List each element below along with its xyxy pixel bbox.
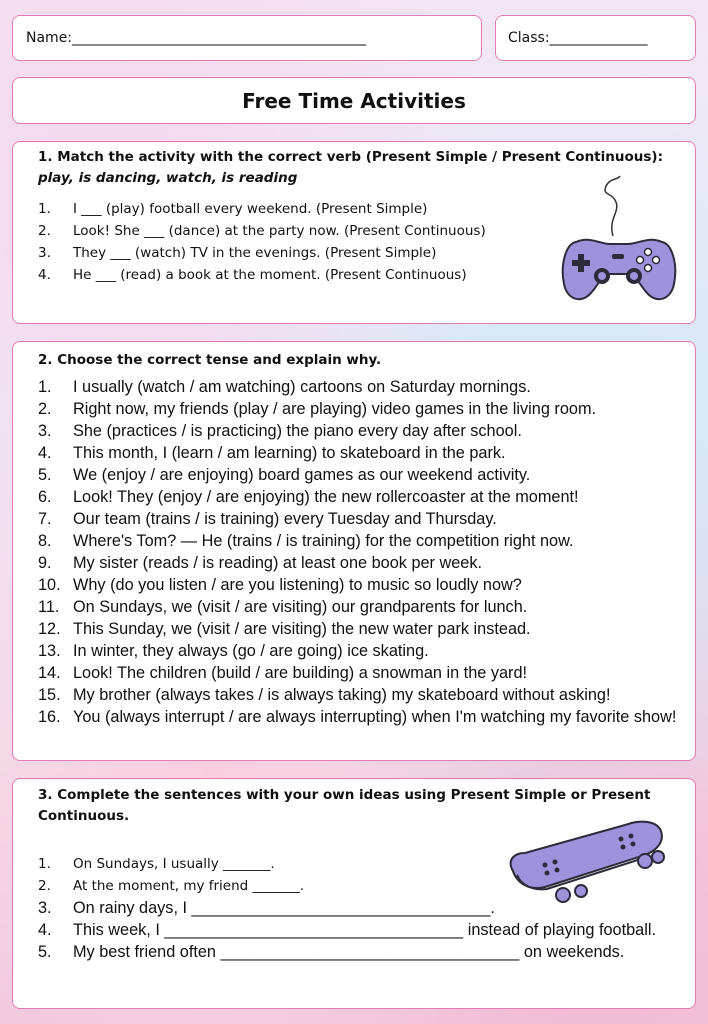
item-text: My brother (always takes / is always taking) my skateboard without asking!: [73, 686, 611, 704]
list-item: [38, 264, 486, 286]
title-box: [12, 77, 696, 124]
item-text: At the moment, my friend _______.: [73, 878, 305, 894]
exercise-3: [12, 778, 696, 1009]
item-text: On Sundays, we (visit / are visiting) our grandparents for lunch.: [73, 598, 528, 616]
item-number: 11.: [38, 598, 60, 616]
list-item: [38, 530, 688, 552]
item-number: 3.: [38, 245, 51, 261]
item-text: He ___ (read) a book at the moment. (Present Continuous): [73, 267, 467, 283]
item-number: 6.: [38, 488, 52, 506]
item-text: This Sunday, we (visit / are visiting) the new water park instead.: [73, 620, 531, 638]
item-number: 12.: [38, 620, 61, 638]
item-text: They ___ (watch) TV in the evenings. (Present Simple): [73, 245, 437, 261]
list-item: [38, 919, 678, 941]
item-number: 5.: [38, 466, 52, 484]
list-item: [38, 596, 688, 618]
name-field-box: [12, 15, 482, 61]
exercise-1: [12, 141, 696, 324]
exercise-3-heading: 3. Complete the sentences with your own ideas using Present Simple or Present Continuous.: [38, 787, 651, 824]
item-number: 5.: [38, 943, 52, 961]
list-item: [38, 464, 688, 486]
item-text: Right now, my friends (play / are playing) video games in the living room.: [73, 400, 597, 418]
item-number: 16.: [38, 708, 61, 726]
list-item: [38, 662, 688, 684]
item-number: 15.: [38, 686, 61, 704]
item-text: This month, I (learn / am learning) to skateboard in the park.: [73, 444, 506, 462]
list-item: [38, 242, 486, 264]
list-item: [38, 420, 688, 442]
name-field[interactable]: Name:__________________________________________: [26, 30, 367, 46]
list-item: [38, 220, 486, 242]
list-item: [38, 552, 688, 574]
item-text: Our team (trains / is training) every Tuesday and Thursday.: [73, 510, 497, 528]
item-number: 13.: [38, 642, 61, 660]
list-item: [38, 618, 688, 640]
item-text: You (always interrupt / are always interrupting) when I'm watching my favorite show!: [73, 708, 677, 726]
item-text: Look! She ___ (dance) at the party now. (Present Continuous): [73, 223, 486, 239]
item-number: 4.: [38, 921, 52, 939]
item-text: I ___ (play) football every weekend. (Present Simple): [73, 201, 428, 217]
item-number: 9.: [38, 554, 52, 572]
item-text: We (enjoy / are enjoying) board games as our weekend activity.: [73, 466, 531, 484]
item-number: 3.: [38, 899, 52, 917]
list-item: [38, 486, 688, 508]
item-text: On rainy days, I _________________________________.: [73, 899, 495, 917]
exercise-2: [12, 341, 696, 761]
item-number: 1.: [38, 201, 51, 217]
item-text: She (practices / is practicing) the piano every day after school.: [73, 422, 522, 440]
item-text: Look! They (enjoy / are enjoying) the new rollercoaster at the moment!: [73, 488, 579, 506]
list-item: [38, 442, 688, 464]
item-number: 1.: [38, 856, 51, 872]
exercise-1-instruction: 1. Match the activity with the correct verb (Present Simple / Present Continuous):: [38, 149, 663, 165]
exercise-1-verbs: play, is dancing, watch, is reading: [38, 170, 298, 186]
class-field-box: [495, 15, 696, 61]
item-number: 1.: [38, 378, 52, 396]
item-number: 7.: [38, 510, 52, 528]
list-item: [38, 508, 688, 530]
item-number: 4.: [38, 444, 52, 462]
class-field[interactable]: Class:______________: [508, 30, 648, 46]
item-number: 3.: [38, 422, 52, 440]
item-text: Why (do you listen / are you listening) to music so loudly now?: [73, 576, 522, 594]
exercise-2-list: [38, 376, 688, 728]
item-text: On Sundays, I usually _______.: [73, 856, 275, 872]
item-number: 2.: [38, 223, 51, 239]
item-number: 8.: [38, 532, 52, 550]
item-number: 10.: [38, 576, 61, 594]
exercise-2-heading: 2. Choose the correct tense and explain why.: [38, 352, 382, 368]
list-item: [38, 941, 678, 963]
list-item: [38, 198, 486, 220]
item-text: Look! The children (build / are building) a snowman in the yard!: [73, 664, 528, 682]
item-text: Where's Tom? — He (trains / is training) for the competition right now.: [73, 532, 574, 550]
exercise-1-list: [38, 198, 486, 286]
list-item: [38, 376, 688, 398]
item-text: In winter, they always (go / are going) ice skating.: [73, 642, 429, 660]
item-text: My best friend often _________________________________ on weekends.: [73, 943, 625, 961]
item-number: 2.: [38, 878, 51, 894]
list-item: [38, 398, 688, 420]
game-controller-icon: [558, 174, 678, 309]
item-text: My sister (reads / is reading) at least one book per week.: [73, 554, 483, 572]
item-number: 2.: [38, 400, 52, 418]
item-number: 14.: [38, 664, 61, 682]
item-text: I usually (watch / am watching) cartoons on Saturday mornings.: [73, 378, 531, 396]
skateboard-icon: [505, 813, 667, 905]
list-item: [38, 574, 688, 596]
item-text: This week, I _________________________________ instead of playing football.: [73, 921, 656, 939]
list-item: [38, 706, 688, 728]
item-number: 4.: [38, 267, 51, 283]
list-item: [38, 640, 688, 662]
list-item: [38, 684, 688, 706]
page-title: Free Time Activities: [242, 89, 466, 113]
